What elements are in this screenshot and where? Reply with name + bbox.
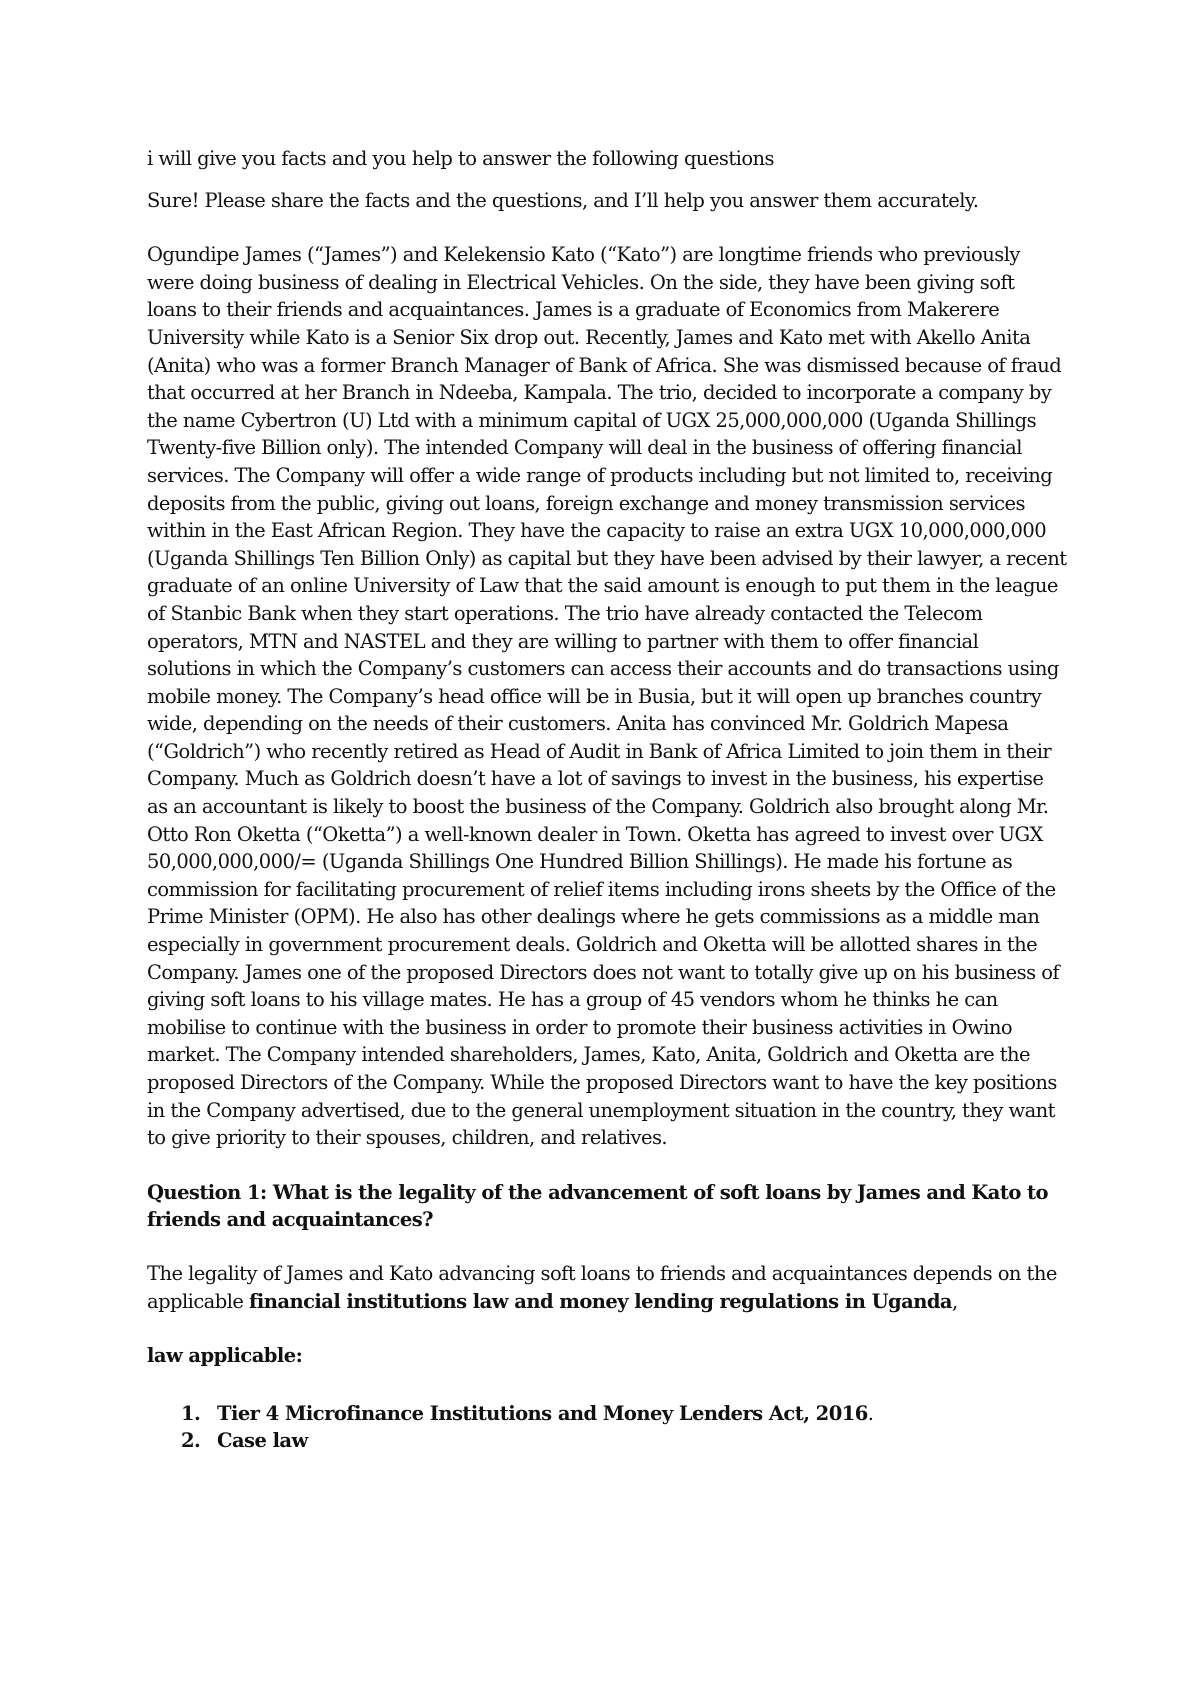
law-applicable-heading: law applicable: xyxy=(147,1344,303,1368)
law-item-number: 2. xyxy=(181,1428,201,1452)
answer-bold-phrase: financial institutions law and money lending regulations in Uganda xyxy=(249,1289,952,1313)
law-list-item xyxy=(147,1400,1067,1427)
law-item-text: Tier 4 Microfinance Institutions and Money Lenders Act, 2016 xyxy=(217,1401,868,1425)
answer-paragraph xyxy=(147,1260,1067,1315)
answer-prefix: The legality of James and Kato advancing soft loans to friends and acquaintances depends on the applicable xyxy=(147,1261,1057,1313)
document-page xyxy=(147,145,1067,1454)
law-item-suffix: . xyxy=(867,1401,874,1425)
intro-text: i will give you facts and you help to answer the following questions xyxy=(147,147,774,170)
law-list-item xyxy=(147,1427,1067,1454)
question-heading: Question 1: What is the legality of the advancement of soft loans by James and Kato to friends and acquaintances? xyxy=(147,1180,1048,1232)
facts-paragraph: Ogundipe James (“James”) and Kelekensio Kato (“Kato”) are longtime friends who previously were doing business of dealing in Electrical Vehicles. On the side, they have been giving soft loans to their friends and acquaintances. James is a graduate of Economics from Makerere University while Kato is a Senior Six drop out. Recently, James and Kato met with Akello Anita (Anita) who was a former Branch Manager of Bank of Africa. She was dismissed because of fraud that occurred at her Branch in Ndeeba, Kampala. The trio, decided to incorporate a company by the name Cybertron (U) Ltd with a minimum capital of UGX 25,000,000,000 (Uganda Shillings Twenty-five Billion only). The intended Company will deal in the business of offering financial services. The Company will offer a wide range of products including but not limited to, receiving deposits from the public, giving out loans, foreign exchange and money transmission services within in the East African Region. They have the capacity to raise an extra UGX 10,000,000,000 (Uganda Shillings Ten Billion Only) as capital but they have been advised by their lawyer, a recent graduate of an online University of Law that the said amount is enough to put them in the league of Stanbic Bank when they start operations. The trio have already contacted the Telecom operators, MTN and NASTEL and they are willing to partner with them to offer financial solutions in which the Company’s customers can access their accounts and do transactions using mobile money. The Company’s head office will be in Busia, but it will open up branches country wide, depending on the needs of their customers. Anita has convinced Mr. Goldrich Mapesa (“Goldrich”) who recently retired as Head of Audit in Bank of Africa Limited to join them in their Company. Much as Goldrich doesn’t have a lot of savings to invest in the business, his expertise as an accountant is likely to boost the business of the Company. Goldrich also brought along Mr. Otto Ron Oketta (“Oketta”) a well-known dealer in Town. Oketta has agreed to invest over UGX 50,000,000,000/= (Uganda Shillings One Hundred Billion Shillings). He made his fortune as commission for facilitating procurement of relief items including irons sheets by the Office of the Prime Minister (OPM). He also has other dealings where he gets commissions as a middle man especially in government procurement deals. Goldrich and Oketta will be allotted shares in the Company. James one of the proposed Directors does not want to totally give up on his business of giving soft loans to his village mates. He has a group of 45 vendors whom he thinks he can mobilise to continue with the business in order to promote their business activities in Owino market. The Company intended shareholders, James, Kato, Anita, Goldrich and Oketta are the proposed Directors of the Company. While the proposed Directors want to have the key positions in the Company advertised, due to the general unemployment situation in the country, they want to give priority to their spouses, children, and relatives. xyxy=(147,243,1067,1150)
law-list xyxy=(147,1400,1067,1454)
reply-text: Sure! Please share the facts and the questions, and I’ll help you answer them accurately. xyxy=(147,188,979,212)
answer-suffix: , xyxy=(952,1289,958,1313)
law-item-text: Case law xyxy=(217,1428,308,1452)
law-item-number: 1. xyxy=(181,1401,201,1425)
